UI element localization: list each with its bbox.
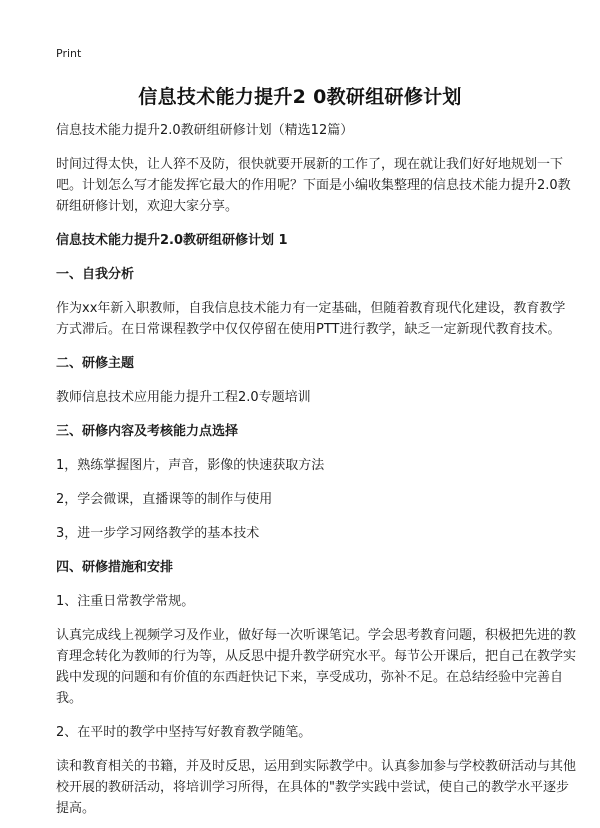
plan-heading: 信息技术能力提升2.0教研组研修计划 1 (56, 233, 288, 248)
document-subtitle: 信息技术能力提升2.0教研组研修计划（精选12篇） (56, 123, 354, 138)
content-item-2: 2，学会微课，直播课等的制作与使用 (56, 492, 273, 507)
measures-paragraph-1: 认真完成线上视频学习及作业，做好每一次听课笔记。学会思考教育问题，积极把先进的教育理念转化为教师的行为等，从反思中提升教学研究水平。每节公开课后，把自己在教学实践中发现的问题和有价值的东西赶快记下来，享受成功，弥补不足。在总结经验中完善自我。 (56, 628, 577, 706)
page-title: 信息技术能力提升2 0教研组研修计划 (138, 86, 462, 108)
section-heading-research-topic: 二、研修主题 (56, 356, 135, 371)
section-heading-measures: 四、研修措施和安排 (56, 560, 174, 575)
intro-paragraph: 时间过得太快，让人猝不及防，很快就要开展新的工作了，现在就让我们好好地规划一下吧。计划怎么写才能发挥它最大的作用呢？下面是小编收集整理的信息技术能力提升2.0教研组研修计划，欢迎大家分享。 (56, 157, 571, 214)
measures-paragraph-2: 读和教育相关的书籍，并及时反思，运用到实际教学中。认真参加参与学校教研活动与其他校开展的教研活动，将培训学习所得，在具体的"教学实践中尝试，使自己的教学水平逐步提高。 (56, 759, 577, 816)
document-body (56, 120, 576, 819)
research-topic-paragraph: 教师信息技术应用能力提升工程2.0专题培训 (56, 390, 311, 405)
print-label: Print (56, 47, 82, 60)
measures-item-2: 2、在平时的教学中坚持写好教育教学随笔。 (56, 725, 312, 740)
section-heading-self-analysis: 一、自我分析 (56, 267, 135, 282)
measures-item-1: 1、注重日常教学常规。 (56, 594, 195, 609)
self-analysis-paragraph: 作为xx年新入职教师，自我信息技术能力有一定基础，但随着教育现代化建设，教育教学方式滞后。在日常课程教学中仅仅停留在使用PTT进行教学，缺乏一定新现代教育技术。 (56, 301, 566, 337)
content-item-3: 3，进一步学习网络教学的基本技术 (56, 526, 260, 541)
content-item-1: 1，熟练掌握图片，声音，影像的快速获取方法 (56, 458, 325, 473)
section-heading-content-selection: 三、研修内容及考核能力点选择 (56, 424, 239, 439)
